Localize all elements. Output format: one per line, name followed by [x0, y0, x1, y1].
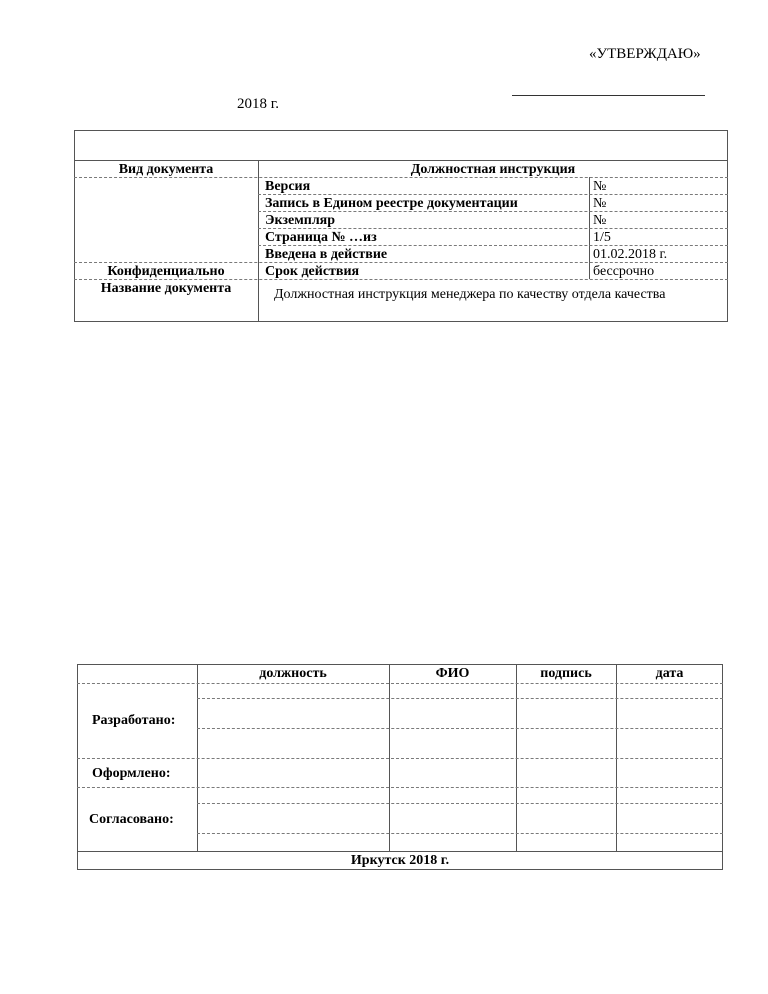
- doc-name-value: Должностная инструкция менеджера по качеству отдела качества: [274, 287, 666, 302]
- city-year-footer: Иркутск 2018 г.: [350, 853, 450, 868]
- row-value: 01.02.2018 г.: [593, 247, 668, 262]
- approve-year: 2018 г.: [237, 96, 279, 112]
- row-line: [197, 698, 723, 699]
- row-label: Запись в Едином реестре документации: [265, 196, 518, 211]
- row-line: [77, 683, 723, 684]
- row-value: 1/5: [593, 230, 611, 245]
- signature-table: [77, 664, 723, 870]
- row-label: Страница № …из: [265, 230, 377, 245]
- signature-line: [512, 95, 705, 96]
- col-header-position: должность: [259, 666, 327, 681]
- row-value: бессрочно: [593, 264, 655, 279]
- footer-divider: [77, 851, 723, 852]
- row-label: Введена в действие: [265, 247, 388, 262]
- approve-title: «УТВЕРЖДАЮ»: [589, 46, 701, 62]
- confidential-label: Конфиденциально: [107, 264, 225, 279]
- row-line: [197, 728, 723, 729]
- row-line: [258, 194, 728, 195]
- row-label: Срок действия: [265, 264, 360, 279]
- doc-type-label: Вид документа: [118, 162, 214, 177]
- row-line: [197, 803, 723, 804]
- row-line: [77, 787, 723, 788]
- row-value: №: [593, 179, 607, 194]
- developed-label: Разработано:: [92, 713, 176, 728]
- agreed-label: Согласовано:: [89, 812, 174, 827]
- doc-name-label: Название документа: [100, 281, 232, 296]
- row-label: Версия: [265, 179, 311, 194]
- col-header-date: дата: [655, 666, 684, 681]
- col-header-name: ФИО: [435, 666, 470, 681]
- col-header-signature: подпись: [540, 666, 592, 681]
- row-value: №: [593, 196, 607, 211]
- table-divider: [74, 160, 728, 161]
- formatted-label: Оформлено:: [92, 766, 171, 781]
- doc-type-value: Должностная инструкция: [410, 162, 576, 177]
- row-line: [77, 758, 723, 759]
- row-value: №: [593, 213, 607, 228]
- column-divider: [258, 160, 259, 322]
- row-line: [197, 833, 723, 834]
- row-label: Экземпляр: [265, 213, 336, 228]
